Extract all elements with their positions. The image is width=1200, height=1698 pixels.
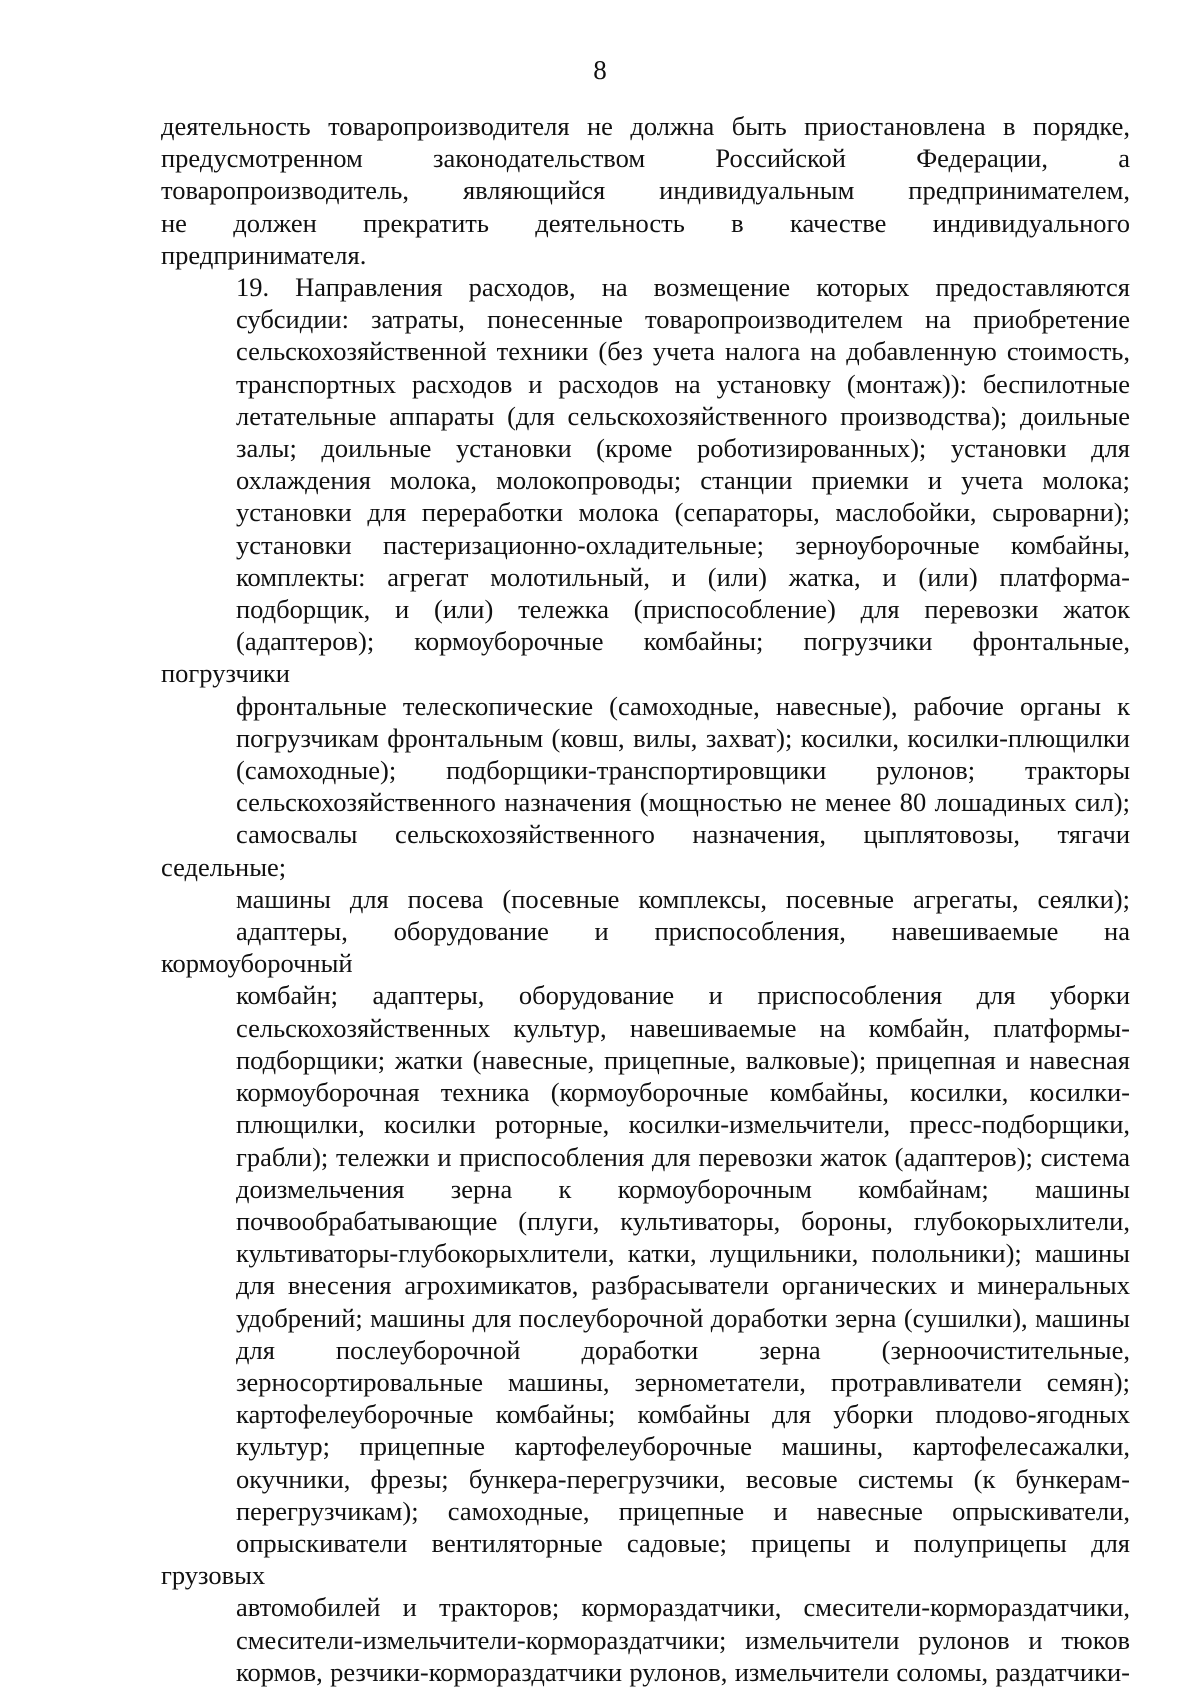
- text-line: не должен прекратить деятельность в качестве индивидуального: [161, 207, 1130, 238]
- text-line: доизмельчения зерна к кормоуборочным комбайнам; машины: [236, 1173, 1130, 1204]
- text-line: комбайн; адаптеры, оборудование и приспособления для уборки: [236, 980, 1130, 1011]
- text-line: фронтальные телескопические (самоходные, навесные), рабочие органы к: [236, 690, 1130, 721]
- text-line: удобрений; машины для послеуборочной доработки зерна (сушилки), машины: [236, 1302, 1130, 1333]
- text-line: машины для посева (посевные комплексы, посевные агрегаты, сеялки);: [236, 883, 1130, 914]
- text-line: опрыскиватели вентиляторные садовые; прицепы и полуприцепы для грузовых: [161, 1527, 1130, 1591]
- text-line: транспортных расходов и расходов на установку (монтаж)): беспилотные: [236, 368, 1130, 399]
- text-line: кормов, резчики-кормораздатчики рулонов, измельчители соломы, раздатчики-: [236, 1656, 1130, 1687]
- text-line: плющилки, косилки роторные, косилки-измельчители, пресс-подборщики,: [236, 1109, 1130, 1140]
- text-line: 19. Направления расходов, на возмещение которых предоставляются: [236, 272, 1130, 303]
- text-line: установки пастеризационно-охладительные; зерноуборочные комбайны,: [236, 529, 1130, 560]
- text-line: окучники, фрезы; бункера-перегрузчики, весовые системы (к бункерам-: [236, 1463, 1130, 1494]
- text-line: (адаптеров); кормоуборочные комбайны; погрузчики фронтальные, погрузчики: [161, 626, 1130, 689]
- text-line: субсидии: затраты, понесенные товаропроизводителем на приобретение: [236, 304, 1130, 335]
- text-line: охлаждения молока, молокопроводы; станции приемки и учета молока;: [236, 465, 1130, 496]
- text-line: товаропроизводитель, являющийся индивидуальным предпринимателем,: [161, 175, 1130, 206]
- paragraph-item-19: [161, 271, 1130, 1688]
- paragraph-continuation: [161, 110, 1130, 271]
- text-line: предусмотренном законодательством Российской Федерации, а: [161, 143, 1130, 174]
- text-line: кормоуборочная техника (кормоуборочные комбайны, косилки, косилки-: [236, 1077, 1130, 1108]
- text-line: перегрузчикам); самоходные, прицепные и навесные опрыскиватели,: [236, 1495, 1130, 1526]
- text-line: автомобилей и тракторов; кормораздатчики, смесители-кормораздатчики,: [236, 1592, 1130, 1623]
- text-line: погрузчикам фронтальным (ковш, вилы, захват); косилки, косилки-плющилки: [236, 722, 1130, 753]
- text-line: деятельность товаропроизводителя не должна быть приостановлена в порядке,: [161, 111, 1130, 141]
- text-line: для послеуборочной доработки зерна (зерноочистительные,: [236, 1334, 1130, 1365]
- text-line: залы; доильные установки (кроме роботизированных); установки для: [236, 433, 1130, 464]
- text-line: предпринимателя.: [161, 239, 367, 270]
- document-body: [161, 110, 1130, 1688]
- text-line: летательные аппараты (для сельскохозяйственного производства); доильные: [236, 400, 1130, 431]
- text-line: сельскохозяйственных культур, навешиваемые на комбайн, платформы-: [236, 1012, 1130, 1043]
- text-line: самосвалы сельскохозяйственного назначения, цыплятовозы, тягачи седельные;: [161, 819, 1130, 882]
- text-line: культиваторы-глубокорыхлители, катки, лущильники, полольники); машины: [236, 1238, 1130, 1269]
- text-line: культур; прицепные картофелеуборочные машины, картофелесажалки,: [236, 1431, 1130, 1462]
- text-line: для внесения агрохимикатов, разбрасыватели органических и минеральных: [236, 1270, 1130, 1301]
- text-line: подборщики; жатки (навесные, прицепные, валковые); прицепная и навесная: [236, 1044, 1130, 1075]
- text-line: подборщик, и (или) тележка (приспособление) для перевозки жаток: [236, 594, 1130, 625]
- text-line: смесители-измельчители-кормораздатчики; измельчители рулонов и тюков: [236, 1624, 1130, 1655]
- page-number: 8: [593, 55, 607, 85]
- text-line: комплекты: агрегат молотильный, и (или) жатка, и (или) платформа-: [236, 561, 1130, 592]
- text-line: установки для переработки молока (сепараторы, маслобойки, сыроварни);: [236, 497, 1130, 528]
- text-line: картофелеуборочные комбайны; комбайны для уборки плодово-ягодных: [236, 1399, 1130, 1430]
- text-line: грабли); тележки и приспособления для перевозки жаток (адаптеров); система: [236, 1141, 1130, 1172]
- text-line: сельскохозяйственного назначения (мощностью не менее 80 лошадиных сил);: [236, 787, 1130, 818]
- text-line: зерносортировальные машины, зернометатели, протравливатели семян);: [236, 1366, 1130, 1397]
- text-line: адаптеры, оборудование и приспособления, навешиваемые на кормоуборочный: [161, 916, 1130, 979]
- text-line: (самоходные); подборщики-транспортировщики рулонов; тракторы: [236, 755, 1130, 786]
- text-line: сельскохозяйственной техники (без учета налога на добавленную стоимость,: [236, 336, 1130, 367]
- text-line: почвообрабатывающие (плуги, культиваторы, бороны, глубокорыхлители,: [236, 1205, 1130, 1236]
